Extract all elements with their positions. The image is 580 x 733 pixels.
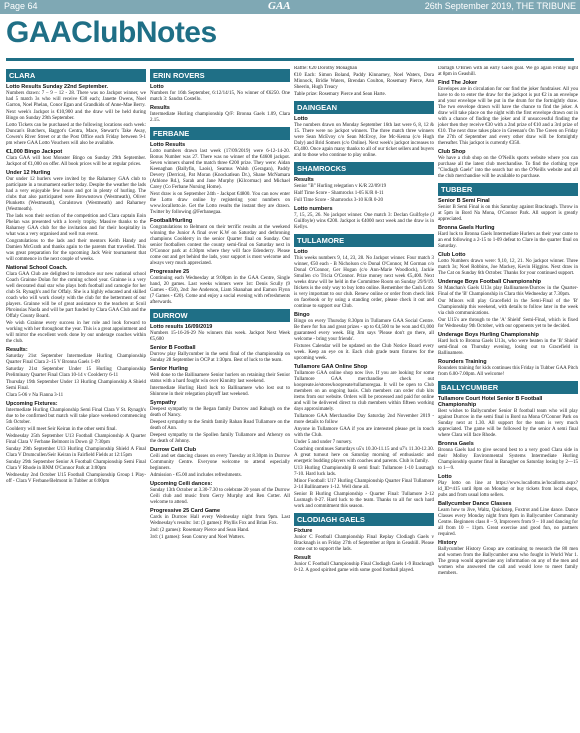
item-subheading: Underage Boys Football Championship — [438, 279, 541, 285]
item-subheading: Bronna Gaels Hurling — [438, 225, 495, 231]
item-subheading: Lotto Results — [150, 142, 186, 148]
item-subheading: Underage Boys Hurling Championship — [438, 332, 539, 338]
item-paragraph: Next week's Jackpot is €10,900 and the draw will be held during Bingo on Sunday 29th September. — [6, 110, 146, 121]
issue-date: 26th September 2019, THE TRIBUNE — [424, 1, 576, 11]
page-title-part1: GAAClub — [6, 16, 136, 49]
item-subheading: Results: — [6, 347, 28, 353]
item-paragraph: The numbers drawn on Monday September 16th last were 6, 8, 12 & 15. There were no jackpot winners. The three match three winners were Sean McEvoy c/o Sean McEvoy, Joe Mc-Kenna (c/o Hugh Daly) and Brid Somers (c/o Online). Next week's jackpot increases to €3,400. Once again many thanks to all of our ticket sellers and buyers and to those who continue to play online. — [294, 123, 434, 158]
item-subheading: Results — [294, 177, 314, 183]
item-subheading: Sympathy — [150, 400, 177, 406]
item-subheading: Lotto — [294, 249, 308, 255]
item-paragraph: Senior B Hurling Championship - Quarter Final: Tullamore 2-12 Lusmagh 0-27. Hard luck to the team. Thanks to all for such hard work and commitment this season. — [294, 492, 434, 509]
item-paragraph: Cards in Durrow Hall every Wednesday night from 9pm. Last Wednesday's results: 1st: (3 games): Phyllis Fox and Brian Fox. — [150, 515, 290, 526]
item-paragraph: Ballycumber History Group are continuing to research the 80 men and women from the Ballycumber area who fought in World War 1. The group would appreciate any information on any of the men and women who answered the call and would love to meet family members. — [438, 547, 578, 576]
item-paragraph: Intermediate Hurling Hard luck to Ballinamere who lost out to Shinrone in their relegation playoff last weekend. — [150, 386, 290, 397]
item-paragraph: Continuing each Wednesday at 9:00pm in the GAA Centre, Single hand, 20 games. Last weeks winners were 1st: Denis Scully (9 Games - €50), 2nd: Joe Anderson, Liam Shanahan and Eamon Flynn (7 Games - €20). Come and enjoy a social evening with refreshments afterwards. — [150, 276, 290, 305]
item-subheading: Upcoming Fixtures: — [6, 401, 58, 407]
item-paragraph: Congratulations to Belmont on their terrific results at the weekend winning the Junior A final over K.W on Saturday and dethroning champions Coolderry in the senior Quarter final on Sunday. Our senior footballers contest the county semi-final on Saturday next in O'Connor park at 4:30pm where they will face Edenderry. Please come out and get behind the lads, your support is most welcome and always very much appreciated. — [150, 225, 290, 266]
item-paragraph: Clara GAA Club are delighted to introduce our new national school Coach Grainne Dolan for the coming school year. Grainne is a very well decorated dual star who plays both football and camogie for her club St. Rynagh's and for Offaly. She is a highly educated and skilled coach who will work closely with the club for the betterment of our players. Grainne will be of great assistance to the teachers at Scoil Phroinsias Naofa and will be part funded by Clara GAA Club and the Offaly County Board. — [6, 272, 146, 319]
club-section-heading: CLARA — [6, 69, 146, 82]
item-paragraph: Tullamore GAA Merchandise Day Saturday 2nd November 2019 - more details to follow — [294, 414, 434, 425]
club-section-heading: TULLAMORE — [294, 234, 434, 247]
item-paragraph: Intermediate Hurling Championship Semi Final Clara V St. Rynagh's due to be confirmed but match will take place weekend commencing 5th October. — [6, 408, 146, 425]
item-paragraph: The lads won their section of the competition and Clara captain Eoin Phelan was presented with a lovely trophy. Massive thanks to the Raharney GAA club for the invitation and for their hospitality in what was a very organised and well run event. — [6, 214, 146, 237]
item-subheading: Tullamore GAA Online Shop — [294, 364, 368, 370]
section-label: GAA — [268, 0, 291, 12]
item-paragraph: Lotto numbers drawn last week (17/09/2019) were 6-12-14-20. Bonus Number was 27. There was no winner of the €4600 jackpot. Seven winners shared the match three €200 prize. They were: Aidan Keenaghan (Ballyfin, Laois), Seamus Walsh (Geragan), Paddy Devery (Derrica), Pat Moran (Knockatlean Dr.), Shane McNamara (Athlone Rd.), Sarah and Jane Murphy (Kilcormac) and Michael Carey (Co Ferbane Nursing Home). — [150, 149, 290, 190]
item-paragraph: Lotto Tickets can be purchased at the following locations each week: Duncan's Butchers, Baggot's Centra, Mace, Stewart's Take Away, Cowen's River Street or at the Post Office each Friday between 9-1 pm where GAA Lotto Vouchers will also be available. — [6, 123, 146, 146]
item-paragraph: Hard luck to Bronna Gaels Intermediate Hurlers as their year came to an end following a 2-15 to 1-09 defeat to Clare in the quarter final on Saturday. — [438, 232, 578, 249]
item-subheading: Bronna Gaels — [438, 441, 474, 447]
club-section-heading: ERIN ROVERS — [150, 69, 290, 82]
item-paragraph: Bronna Gaels had to give second best to a very good Clara side in their Molloy Environmental Systems Intermediate Hurling Championship quarter final in Banagher on Saturday losing by 2—15 to 1—9. — [438, 448, 578, 471]
item-paragraph: Learn how to Jive, Waltz, Quickstep, Foxtrot and Line dance. Dance Classes every Monday night from 8pm in Ballycumber Community Centre. Beginners class 8 – 9, Improvers from 9 – 10 and dancing for all from 10 – 11pm. Great exercise and good fun, no partners required. — [438, 508, 578, 537]
item-subheading: Lotto Results Sunday 22nd September. — [6, 84, 109, 90]
item-paragraph: Our U15's are through to the 'A' Shield' Semi-Final, which is fixed for Wednesday 9th October, with our opponents yet to be decided. — [438, 318, 578, 329]
item-paragraph: Raffle: €20 Dorothy Monaghan — [294, 66, 358, 71]
column-4 — [438, 66, 578, 730]
item-paragraph: Numbers for 16th September, 6:12/14/15, No winner of €6250. One match 3: Sandra Costello. — [150, 91, 290, 102]
item-subheading: Durrow Ceili Club — [150, 447, 197, 453]
column-2 — [150, 66, 290, 730]
club-section-heading: TUBBER — [438, 183, 578, 196]
item-subheading: €1,000 Bingo Jackpot — [6, 149, 63, 155]
item-paragraph: Numbers drawn: 7 – 9 – 12 - 28. There was no Jackpot winner, we had 5 match 3s who will receive €30 each; Janette Owens, Noel Garron, Noel Phelan, Conor Egan and Grandkids of Anne-Mae Berry. — [6, 91, 146, 108]
item-paragraph: Intermediate Hurling championship Q/F: Bronna Gaels 1.09, Clara 2.15. — [150, 112, 290, 123]
item-paragraph: Lotto Numbers drawn were: 9,10, 12, 21. No jackpot winner. Three match 3s; Noel Robbins, Joe Mackey, Kevin Higgins. Next draw in The Cat on Sunday 6th October. Thanks for your continued support. — [438, 259, 578, 276]
item-subheading: Lotto results 16/09/2019 — [150, 324, 213, 330]
item-paragraph: Our under 12 hurlers were invited by the Raharney GAA club to participate in a tournament earlier today. Despite the weather the lads had a very enjoyable few hours and got in plenty of hurling. The clubs that also participated were Brownstown (Westmeath), Oliver Plunketts (Westmeath), Coralstown (Westmeath) and Raharney (Westmeath). — [6, 177, 146, 212]
item-subheading: Under 12 Hurling — [6, 170, 51, 176]
item-paragraph: Darragh O'Brien with an early Gaels goal. We go again Friday night at 8pm in Geashill. — [438, 66, 578, 77]
club-section-heading: DAINGEAN — [294, 101, 434, 114]
item-subheading: Result — [294, 555, 311, 561]
item-subheading: Ballycumber Dance Classes — [438, 501, 512, 507]
club-section-heading: FERBANE — [150, 127, 290, 140]
item-subheading: Rounders Training — [438, 359, 487, 365]
item-paragraph: U13 Hurling Championship B semi final: Tullamore 1-10 Lusmagh 7-10. Hard luck lads. — [294, 466, 434, 477]
item-subheading: Lotto numbers — [294, 206, 333, 212]
club-section-heading: BALLYCUMBER — [438, 381, 578, 394]
item-subheading: Fixture — [294, 528, 313, 534]
club-section-heading: DURROW — [150, 309, 290, 322]
page-title-part2: Notes — [135, 16, 217, 49]
item-subheading: Senior B Semi Final — [438, 198, 490, 204]
item-paragraph: Envelopes are in circulation for our find the joker fundraiser. All you have to do to enter the draw for the jackpot is put €2 in an envelope and your envelope will be put in the drum for the fortnightly draw. The two envelope drawn will have the chance to find the joker. A draw will take place on the night with the first envelope drawn out in with a chance of finding the joker and if unsuccessful finding the joker then they receive €30 with a 2nd prize of €10 and a 3rd prize of €10. The next draw takes place in Greenan's On The Green on Friday the 27th of September and every other draw will be fortnightly thereafter. This jackpot is currently €350. — [438, 87, 578, 146]
club-section-heading: CLODIAGH GAELS — [294, 513, 434, 526]
item-paragraph: Thursday 19th September Under 13 Hurling Championship A Shield Semi Final. — [6, 380, 146, 391]
item-subheading: Upcoming Ceili dances: — [150, 481, 213, 487]
item-paragraph: Durrow play Ballycumber in the semi final of the championship on Sunday 28 September in OCP at 1:30pm. Best of luck to the team. — [150, 352, 290, 363]
item-subheading: Senior Hurling — [150, 366, 188, 372]
item-paragraph: Hard luck to Bronna Gaels U13s, who were beaten in the 'B' Shield' semi-final on Thursday evening, losing out to Gracefield in Ballinamere. — [438, 339, 578, 356]
item-paragraph: Senior B Semi Final is on this Saturday against Bracknagh. Throw in at 5pm in Bord Na Mona, O'Connor Park. All support is greatly appreciated. — [438, 205, 578, 222]
item-paragraph: Play lotto on line at https://www.locallotto.ie/locallotto.aspx?id_ID=415 until 8pm on Monday or buy tickets from local shops, pubs and from usual lotto sellers. — [438, 481, 578, 498]
item-paragraph: Clara GAA will host Monster Bingo on Sunday 29th September. Jackpot of €1,000 on offer. All book prices will be at regular prices. — [6, 156, 146, 167]
item-paragraph: This weeks numbers 9, 14, 23, 28. No Jackpot winner. Four match 3 winner, €50 each - B Nicholson c/o Donal O'Connor, M Gorman c/o Donal O'Connor, Ger Hogan (c/o Ann-Marie Woodlock), Jackie Smullen c/o Tricia O'Connor. Prize money next week €5,400. Next weeks draw will be held in the Committee Room on Sunday 29/9/19. Itickets is the only way to buy lotto online. Remember the Cash Lotto is very important to our club. Renew online or order from check link on facebook or by using a standing order, please check it out and continue to support our Club. — [294, 256, 434, 309]
item-paragraph: Sunday 13th October at 3.30-7.30 to celebrate 20 years of the Durrow Ceili club and music from Gerry Murphy and Ren Cotter. All welcome to attend. — [150, 488, 290, 505]
item-paragraph: Junior C Football Championship Final Replay Clodiagh Gaels v Bracknagh is on Friday 27th of September at 8pm in Geashill. Please come out to support the lads. — [294, 535, 434, 552]
item-paragraph: Best wishes to Ballycumber Senior B football team who will play against Durrow in the semi final in Bord na Mona O'Connor Park on Sunday next at 1.30. All support for the team is very much appreciated. The game will be followed by the senior A semi final where Clara will face Rhode. — [438, 409, 578, 438]
item-paragraph: St Manchan's Gaels U13s play Ballinamere/Durrow in the Quarter-Final of the 'B' Championship in Clara this Wednesday at 7.30pm. — [438, 286, 578, 297]
item-paragraph: Bingo on every Thursday 8.30pm in Tullamore GAA Social Centre. Be there for fun and great prizes - up to €4,500 to be won and €1,000 guaranteed every week. Big Jim says 'Please don't go there, all welcome - bring your friends'. — [294, 319, 434, 342]
item-subheading: History — [438, 540, 457, 546]
item-subheading: Football/Hurling — [150, 218, 193, 224]
item-paragraph: Clara 5-06 v Na Fianna 3-11 — [6, 393, 64, 398]
item-paragraph: Rounders training for kids continues this Friday in Tubber GAA Pitch from 6.00-7.00pm. All welcome! — [438, 366, 578, 377]
item-paragraph: Well done to the Ballinamere Senior hurlers on retaining their Senior status with a hard fought win over Kinnitty last weekend. — [150, 373, 290, 384]
item-paragraph: €10 Each: Simon Boland, Paddy Kinnarney, Noel Waters, Dora Minnock, Bridie Waters, Brendan Coulton, Rosemary Pierce, Ann Sheerin, Hugh Treacy — [294, 73, 434, 90]
item-subheading: Lotto — [294, 116, 308, 122]
item-subheading: Lotto — [150, 84, 164, 90]
club-section-heading: SHAMROCKS — [294, 162, 434, 175]
item-paragraph: Deepest sympathy to the Regan family Durrow and Rahugh on the death of Nancy. — [150, 407, 290, 418]
item-paragraph: Tullamore GAA online shop now live. If you are looking for some Tullamore GAA merchandise check out koopreate.ie/stores/koopreate/tullamoregaa. It will be open to Club members on an ongoing basis. Club members can order club kits items from our website. Orders will be processed and paid for online and will be delivered direct to club members within fifteen working days approximately. — [294, 371, 434, 412]
item-paragraph: Admission - €5.00 and includes refreshments. — [150, 473, 242, 478]
item-paragraph: Full Time Score - Shamrocks 3-10 K/R 0-20 — [294, 198, 384, 203]
page-title — [6, 16, 217, 50]
item-paragraph: Coolderry will meet Seir Keiran in the other semi final. — [6, 427, 117, 432]
item-paragraph: Wednesday 2nd October U15 Football Championship Group 1 Play-off - Clara V Ferbane/Belmont in Tubber at 6:00pm — [6, 473, 146, 484]
item-subheading: Club Lotto — [438, 252, 466, 258]
item-paragraph: Minor Football: U17 Hurling Championship Quarter Final Tullamore 2-14 Ballinamere 1-12. Well done all. — [294, 479, 434, 490]
item-paragraph: Anyone in Tullamore GAA if you are interested please get in touch with the Club. — [294, 427, 434, 438]
column-3 — [294, 66, 434, 730]
item-paragraph: Coaching continues Saturdays u5's 10.30-11.15 and u7's 11.30-12.30. A great turnout here on Saturday morning of enthusiastic and energetic budding players with coaches and parents. Club is family. — [294, 447, 434, 464]
item-paragraph: Senior "B" Hurling relegation v K/R 22/09/19 — [294, 184, 387, 189]
item-subheading: Lotto — [438, 474, 452, 480]
item-paragraph: Sunday 29th September U13 Hurling Championship Shield A Final Clara V Drumcullen/Seir Keiran in Fairfield Fields at 12:15pm — [6, 447, 146, 458]
item-subheading: Tullamore Court Hotel Senior B Football Championship — [438, 396, 543, 408]
item-paragraph: Under 5 and under 7 nursery. — [294, 440, 353, 445]
item-subheading: Senior B Football — [150, 345, 196, 351]
item-paragraph: Deepest sympathy to the Smith family Rahan Road Tullamore on the death of Ann. — [150, 420, 290, 431]
item-paragraph: Half Time Score - Shamrocks 1-05 K/R 0-11 — [294, 191, 384, 196]
item-paragraph: Saturday 21st September Intermediate Hurling Championship Quarter Final Clara 2–15 V Bronna Gaels 1-09 — [6, 354, 146, 365]
column-1 — [6, 66, 146, 730]
item-subheading: Find The Joker — [438, 80, 478, 86]
item-paragraph: Ceili and set dancing classes on every Tuesday at 8.30pm in Durrow Community Centre. Everyone welcome to attend especially beginners. — [150, 454, 290, 471]
item-paragraph: We have a club shop on the O'Neills sports website where you can purchase all the latest club merchandise. To find the clothing type "Clodiagh Gaels" into the search bar on the O'Neills website and all the club merchandise will be available to purchase. — [438, 156, 578, 179]
item-paragraph: Our Minors will play Gracefield in the Semi-Final of the 'B' Championship this weekend, with details to follow later in the week via club communications. — [438, 299, 578, 316]
title-divider — [6, 58, 574, 61]
item-paragraph: Deepest sympathy to the Spollen family Tullamore and Athenry on the death of Johnny. — [150, 433, 290, 444]
item-paragraph: Congratulations to the lads and their mentors Keith Handy and Damien McGrath and thanks again to the parents that travelled. This was great preparation for the upcoming Jack Weir tournament that will commence in the next couple of weeks. — [6, 239, 146, 262]
item-paragraph: Saturday 21st September Under 15 Hurling Championship Preliminary Quarter Final Clara 10-14 v Coolderry 6-11 — [6, 367, 146, 378]
item-paragraph: Table prize: Rosemary Pierce and Sean Harte. — [294, 92, 386, 97]
item-paragraph: Next draw is on September 24th - Jackpot €4800. You can now enter the Lotto draw online by registering your numbers on www.locallotto.ie. Get the Lotto results the instant they are drawn. Twitter by following @Ferbanegaa. — [150, 192, 290, 215]
item-paragraph: Numbers 15-16-26-29 No winners this week. Jackpot Next Week €5,600 — [150, 331, 290, 342]
item-paragraph: Wednesday 25th September U13 Football Championship A Quarter Final Clara V Ferbane Belmont in Down @ 7:30pm — [6, 434, 146, 445]
item-subheading: Progressive 25 — [150, 269, 190, 275]
item-paragraph: Fixtures Calendar will be updated on the Club Notice Board every week. Keep an eye on it. Each club grade team fixtures for the upcoming week. — [294, 344, 434, 361]
item-subheading: Results — [150, 105, 170, 111]
item-subheading: Club Shop — [438, 149, 466, 155]
item-subheading: Progressive 25 Card Game — [150, 508, 221, 514]
item-paragraph: We wish Grainne every success in her role and look forward to working with her throughout the year. This is a great appointment and will mirror the excellent work done by our underage coaches within the club. — [6, 321, 146, 344]
item-subheading: Bingo — [294, 312, 310, 318]
item-paragraph: Sunday 29th September Senior A Football Championship Semi Final Clara V Rhode in BNM O'Connor Park at 3:00pm — [6, 460, 146, 471]
item-paragraph: 3rd: (1 games): Sean Conroy and Noel Watters. — [150, 535, 245, 540]
page-header-bar — [0, 0, 580, 14]
item-subheading: National School Coach. — [6, 265, 68, 271]
page-number: Page 64 — [4, 1, 38, 11]
item-paragraph: 7, 15, 25, 26. No jackpot winner. One match 3: Declan Guilfoyle (J Guilfoyle) wins €200. Jackpot is €4000 next week and the draw is in Kellys. — [294, 213, 434, 230]
item-paragraph: Junior C Football Championship Final Clodiagh Gaels 1-9 Bracknagh 0-12. A good spirited game with some good football played. — [294, 562, 434, 573]
item-paragraph: 2nd: (2 games): Rosemary Pierce and Sean Hand. — [150, 528, 250, 533]
